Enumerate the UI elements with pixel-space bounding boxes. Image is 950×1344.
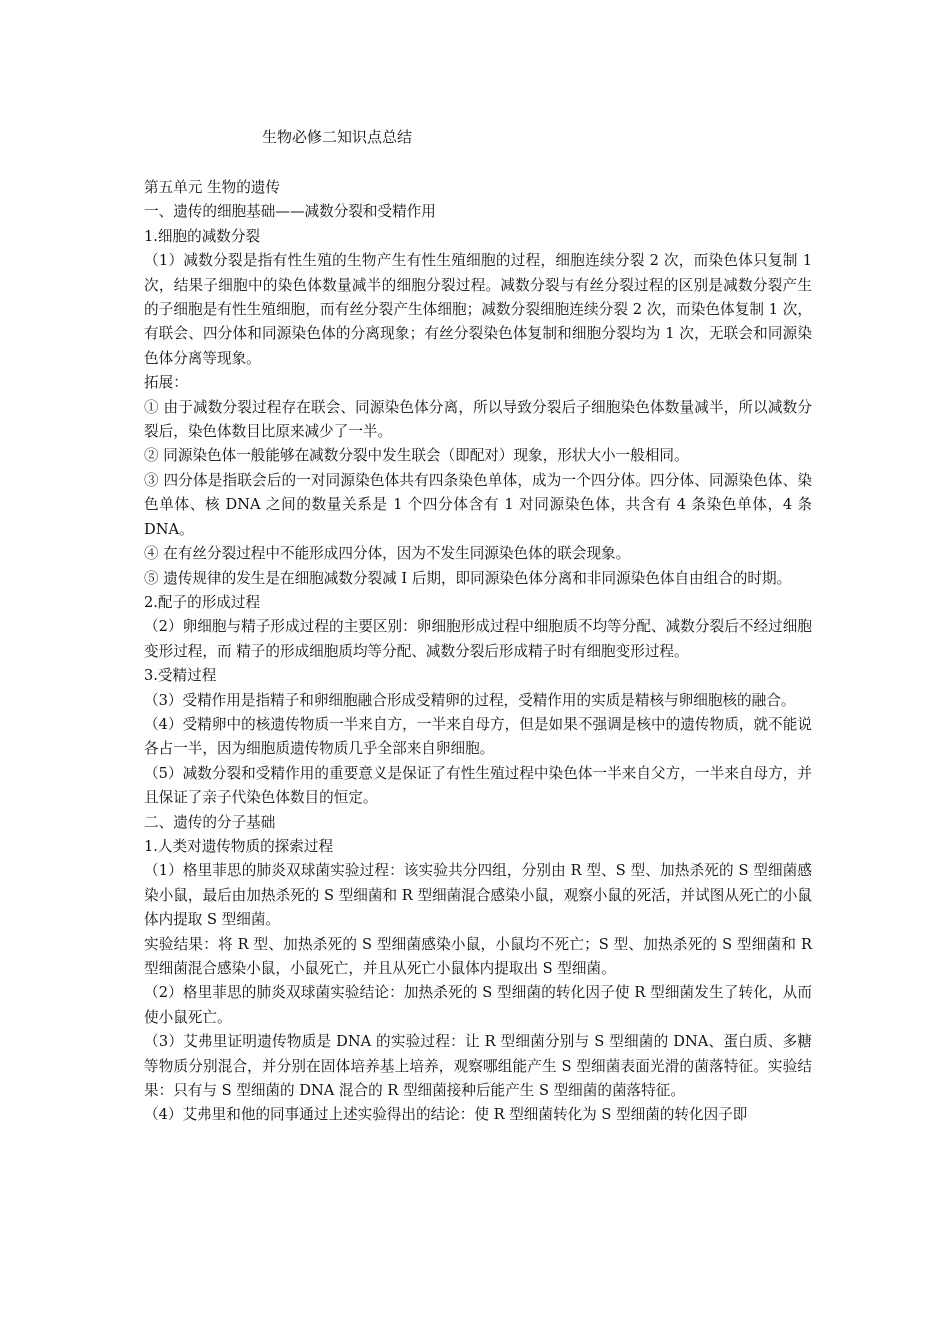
- subsection-heading: 3.受精过程: [144, 667, 217, 685]
- paragraph: （1）减数分裂是指有性生殖的生物产生有性生殖细胞的过程，细胞连续分裂 2 次，而染色体只复制 1 次，结果子细胞中的染色体数量减半的细胞分裂过程。减数分裂与有丝分裂过程的区别是减数分裂产生的子细胞是有性生殖细胞，而有丝分裂产生体细胞；减数分裂细胞连续分裂 2 次，而染色体复制 1 次，有联会、四分体和同源染色体的分离现象；有丝分裂染色体复制和细胞分裂均为 1 次，无联会和同源染色体分离等现象。: [144, 252, 812, 367]
- unit-heading: 第五单元 生物的遗传: [144, 179, 280, 196]
- paragraph: （5）减数分裂和受精作用的重要意义是保证了有性生殖过程中染色体一半来自父方，一半来自母方，并且保证了亲子代染色体数目的恒定。: [144, 764, 812, 807]
- section-heading: 一、遗传的细胞基础——减数分裂和受精作用: [144, 203, 436, 221]
- section-heading: 二、遗传的分子基础: [144, 813, 276, 831]
- paragraph: （3）受精作用是指精子和卵细胞融合形成受精卵的过程，受精作用的实质是精核与卵细胞核的融合。: [144, 691, 796, 709]
- list-item: ④ 在有丝分裂过程中不能形成四分体，因为不发生同源染色体的联会现象。: [144, 545, 631, 563]
- list-item: ① 由于减数分裂过程存在联会、同源染色体分离，所以导致分裂后子细胞染色体数量减半，所以减数分裂后，染色体数目比原来减少了一半。: [144, 398, 812, 441]
- paragraph: 实验结果：将 R 型、加热杀死的 S 型细菌感染小鼠，小鼠均不死亡；S 型、加热杀死的 S 型细菌和 R 型细菌混合感染小鼠，小鼠死亡，并且从死亡小鼠体内提取出 S 型细菌。: [144, 935, 812, 977]
- paragraph: （1）格里菲思的肺炎双球菌实验过程：该实验共分四组，分别由 R 型、S 型、加热杀死的 S 型细菌感染小鼠，最后由加热杀死的 S 型细菌和 R 型细菌混合感染小鼠，观察小鼠的死活，并试图从死亡的小鼠体内提取 S 型细菌。: [144, 862, 812, 929]
- paragraph: （4）受精卵中的核遗传物质一半来自方，一半来自母方，但是如果不强调是核中的遗传物质，就不能说各占一半，因为细胞质遗传物质几乎全部来自卵细胞。: [144, 715, 812, 758]
- paragraph: （4）艾弗里和他的同事通过上述实验得出的结论：使 R 型细菌转化为 S 型细菌的转化因子即: [144, 1106, 748, 1124]
- paragraph-label: 拓展：: [144, 374, 188, 392]
- paragraph: （2）格里菲思的肺炎双球菌实验结论：加热杀死的 S 型细菌的转化因子使 R 型细菌发生了转化，从而使小鼠死亡。: [144, 984, 812, 1026]
- list-item: ② 同源染色体一般能够在减数分裂中发生联会（即配对）现象，形状大小一般相同。: [144, 447, 689, 465]
- document-title: 生物必修二知识点总结: [262, 128, 413, 146]
- paragraph: （3）艾弗里证明遗传物质是 DNA 的实验过程：让 R 型细菌分别与 S 型细菌的 DNA、蛋白质、多糖等物质分别混合，并分别在固体培养基上培养，观察哪组能产生 S 型细菌表面光滑的菌落特征。实验结果：只有与 S 型细菌的 DNA 混合的 R 型细菌接种后能产生 S 型细菌的菌落特征。: [144, 1033, 812, 1100]
- subsection-heading: 2.配子的形成过程: [144, 593, 261, 611]
- subsection-heading: 1.人类对遗传物质的探索过程: [144, 837, 334, 855]
- paragraph: （2）卵细胞与精子形成过程的主要区别：卵细胞形成过程中细胞质不均等分配、减数分裂后不经过细胞变形过程，而 精子的形成细胞质均等分配、减数分裂后形成精子时有细胞变形过程。: [144, 618, 812, 660]
- list-item: ③ 四分体是指联会后的一对同源染色体共有四条染色单体，成为一个四分体。四分体、同源染色体、染色单体、核 DNA 之间的数量关系是 1 个四分体含有 1 对同源染色体，共含有 4 条染色单体，4 条 DNA。: [144, 471, 812, 538]
- document-body: [144, 176, 812, 1128]
- list-item: ⑤ 遗传规律的发生是在细胞减数分裂减 I 后期，即同源染色体分离和非同源染色体自由组合的时期。: [144, 569, 792, 587]
- subsection-heading: 1.细胞的减数分裂: [144, 227, 261, 245]
